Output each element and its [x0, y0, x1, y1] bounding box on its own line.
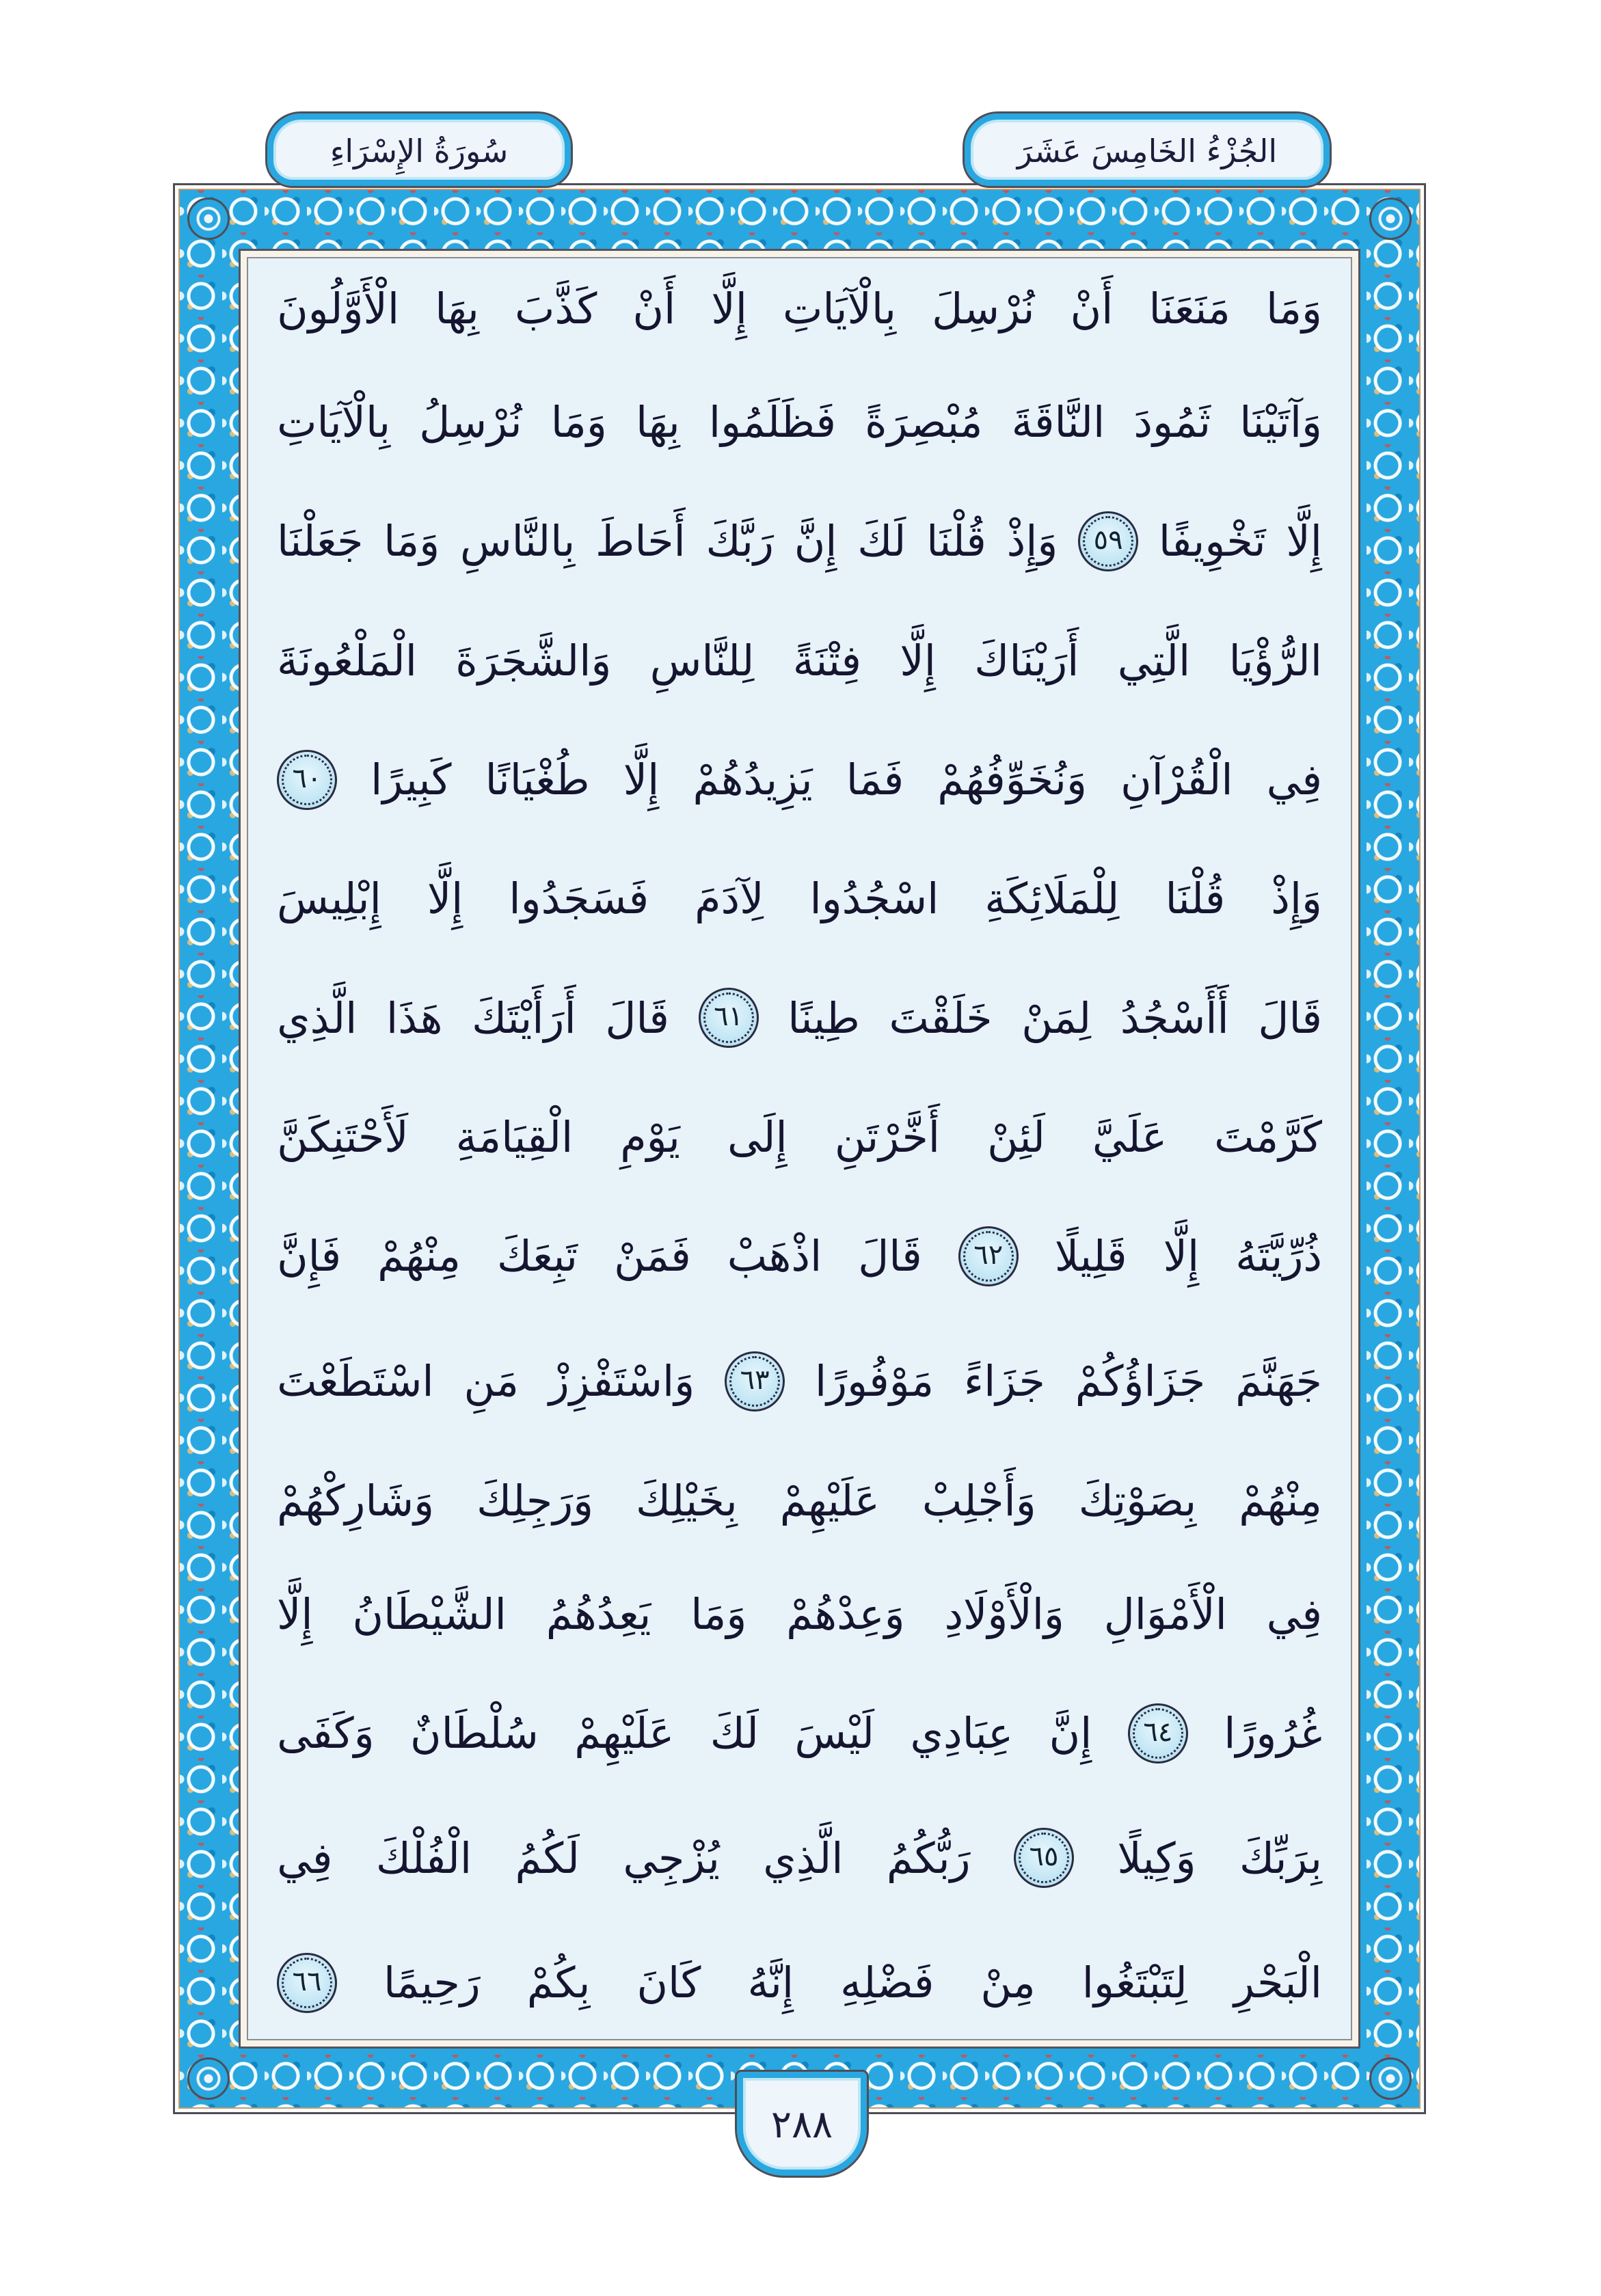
- verse-number-medallion: [1078, 511, 1138, 571]
- quran-line-11: مِنْهُمْ بِصَوْتِكَ وَأَجْلِبْ عَلَيْهِمْ بِخَيْلِكَ وَرَجِلِكَ وَشَارِكْهُمْ: [277, 1475, 1322, 1526]
- quran-line-14: بِرَبِّكَ وَكِيلًا ٦٥ رَبُّكُمُ الَّذِي يُزْجِي لَكُمُ الْفُلْكَ فِي: [277, 1828, 1322, 1888]
- corner-rosette-icon: [187, 2057, 230, 2100]
- page-number-tab: [735, 2070, 869, 2178]
- quran-line-9: ذُرِّيَّتَهُ إِلَّا قَلِيلًا ٦٢ قَالَ اذْهَبْ فَمَنْ تَبِعَكَ مِنْهُمْ فَإِنَّ: [277, 1226, 1322, 1286]
- verse-number: ٦٠: [292, 762, 322, 794]
- juz-name-tab: [963, 111, 1332, 188]
- verse-number: ٦١: [714, 1001, 744, 1033]
- page-number-label: ٢٨٨: [770, 2103, 833, 2147]
- quran-line-1: وَمَا مَنَعَنَا أَنْ نُرْسِلَ بِالْآيَاتِ إِلَّا أَنْ كَذَّبَ بِهَا الْأَوَّلُونَ: [277, 284, 1322, 334]
- corner-rosette-icon: [1369, 198, 1412, 240]
- quran-line-2: وَآتَيْنَا ثَمُودَ النَّاقَةَ مُبْصِرَةً فَظَلَمُوا بِهَا وَمَا نُرْسِلُ بِالْآيَاتِ: [277, 397, 1322, 447]
- quran-line-8: كَرَّمْتَ عَلَيَّ لَئِنْ أَخَّرْتَنِ إِلَى يَوْمِ الْقِيَامَةِ لَأَحْتَنِكَنَّ: [277, 1112, 1322, 1163]
- quran-line-5: فِي الْقُرْآنِ وَنُخَوِّفُهُمْ فَمَا يَزِيدُهُمْ إِلَّا طُغْيَانًا كَبِيرًا ٦٠: [277, 750, 1322, 810]
- quran-line-4: الرُّؤْيَا الَّتِي أَرَيْنَاكَ إِلَّا فِتْنَةً لِلنَّاسِ وَالشَّجَرَةَ الْمَلْعُونَةَ: [277, 635, 1322, 686]
- inner-frame-line: [239, 249, 1360, 2049]
- verse-number: ٦٥: [1029, 1841, 1059, 1873]
- surah-name-label: سُورَةُ الإِسْرَاءِ: [329, 133, 509, 170]
- verse-number: ٥٩: [1093, 524, 1123, 556]
- corner-rosette-icon: [187, 198, 230, 240]
- arabesque-border-band: [178, 189, 1421, 2109]
- ornamental-frame: [173, 183, 1426, 2114]
- text-panel: [247, 257, 1352, 2040]
- quran-line-13: غُرُورًا ٦٤ إِنَّ عِبَادِي لَيْسَ لَكَ عَلَيْهِمْ سُلْطَانٌ وَكَفَى: [277, 1703, 1322, 1764]
- verse-number-medallion: [958, 1226, 1019, 1286]
- verse-number: ٦٤: [1143, 1716, 1173, 1748]
- quran-line-12: فِي الْأَمْوَالِ وَالْأَوْلَادِ وَعِدْهُمْ وَمَا يَعِدُهُمُ الشَّيْطَانُ إِلَّا: [277, 1589, 1322, 1639]
- quran-line-7: قَالَ أَأَسْجُدُ لِمَنْ خَلَقْتَ طِينًا ٦١ قَالَ أَرَأَيْتَكَ هَذَا الَّذِي: [277, 988, 1322, 1048]
- verse-number: ٦٣: [740, 1364, 770, 1396]
- verse-number-medallion: [277, 1953, 337, 2013]
- verse-number-medallion: [1014, 1828, 1074, 1888]
- verse-number-medallion: [699, 988, 759, 1048]
- quran-line-15: الْبَحْرِ لِتَبْتَغُوا مِنْ فَضْلِهِ إِنَّهُ كَانَ بِكُمْ رَحِيمًا ٦٦: [277, 1953, 1322, 2013]
- quran-line-3: إِلَّا تَخْوِيفًا ٥٩ وَإِذْ قُلْنَا لَكَ إِنَّ رَبَّكَ أَحَاطَ بِالنَّاسِ وَمَا جَعَلْنَا: [277, 511, 1322, 571]
- quran-line-10: جَهَنَّمَ جَزَاؤُكُمْ جَزَاءً مَوْفُورًا ٦٣ وَاسْتَفْزِزْ مَنِ اسْتَطَعْتَ: [277, 1351, 1322, 1412]
- corner-rosette-icon: [1369, 2057, 1412, 2100]
- quran-line-6: وَإِذْ قُلْنَا لِلْمَلَائِكَةِ اسْجُدُوا لِآدَمَ فَسَجَدُوا إِلَّا إِبْلِيسَ: [277, 874, 1322, 924]
- verse-number: ٦٦: [292, 1965, 322, 1997]
- verse-number-medallion: [277, 750, 337, 810]
- juz-name-label: الجُزْءُ الخَامِسَ عَشَرَ: [1017, 133, 1278, 170]
- verse-number-medallion: [1128, 1703, 1188, 1764]
- quran-text-area: [248, 258, 1351, 2039]
- verse-number-medallion: [725, 1351, 785, 1412]
- surah-name-tab: [265, 111, 573, 188]
- verse-number: ٦٢: [973, 1239, 1004, 1271]
